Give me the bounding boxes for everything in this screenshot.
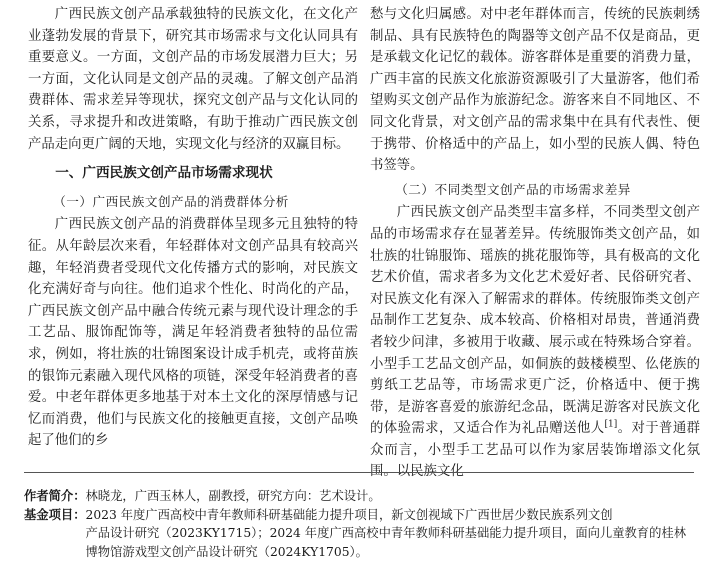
author-text: 林晓龙，广西玉林人，副教授，研究方向：艺术设计。	[85, 489, 381, 503]
subsection-heading-1-text: （一）广西民族文创产品的消费群体分析	[53, 193, 289, 209]
intro-paragraph: 广西民族文创产品承载独特的民族文化，在文化产业蓬勃发展的背景下，研究其市场需求与文化认同具有重要意义。一方面，文创产品的市场发展潜力巨大；另一方面，文化认同是文创产品的灵魂。了解文创产品消费群体、需求差异等现状，探究文创产品与文化认同的关系，寻求提升和改进策略，有助于推动广西民族文创产品走向更广阔的天地，实现文化与经济的双赢目标。	[28, 7, 358, 152]
fund-info	[24, 506, 694, 525]
fund-text-line-1: 2023 年度广西高校中青年教师科研基础能力提升项目，新文创视域下广西世居少数民族系列文创	[85, 507, 613, 522]
citation-marker: [1]	[604, 419, 618, 430]
section-heading-1: 一、广西民族文创产品市场需求现状	[55, 165, 273, 182]
author-label: 作者简介：	[24, 489, 86, 503]
left-column	[28, 4, 358, 452]
consumer-groups-paragraph-continued: 愁与文化归属感。对中老年群体而言，传统的民族刺绣制品、具有民族特色的陶器等文创产品不仅是商品，更是承载文化记忆的载体。游客群体是重要的消费力量，广西丰富的民族文化旅游资源吸引了大量游客，他们希望购买文创产品作为旅游纪念。游客来自不同地区、不同文化背景，对文创产品的需求集中在具有代表性、便于携带、价格适中的产品上，如小型的民族人偶、特色书签等。	[370, 7, 700, 174]
author-info	[24, 487, 694, 506]
demand-text-part-b: 。对于普通群众而言，小型手工艺品可以作为家居装饰增添文化氛围。以民族文化	[370, 421, 701, 480]
demand-text-part-a: 广西民族文创产品类型丰富多样，不同类型文创产品的市场需求存在显著差异。传统服饰类文创产品，如壮族的壮锦服饰、瑶族的挑花服饰等，具有极高的文化艺术价值，需求者多为文化艺术爱好者、民俗研究者、对民族文化有深入了解需求的群体。传统服饰类文创产品制作工艺复杂、成本较高、价格相对昂贵，普通消费者较少问津，多被用于收藏、展示或在特殊场合穿着。小型手工艺品文创产品，如侗族的鼓楼模型、仫佬族的剪纸工艺品等，市场需求更广泛，价格适中、便于携带，是游客喜爱的旅游纪念品，既满足游客对民族文化的体验需求，又适合作为礼品赠送他人	[370, 205, 700, 437]
subsection-heading-2-text: （二）不同类型文创产品的市场需求差异	[395, 181, 631, 197]
fund-label: 基金项目：	[24, 507, 86, 522]
subsection-heading-1	[28, 191, 358, 213]
demand-difference-paragraph	[370, 202, 700, 483]
footnote-block	[24, 472, 694, 561]
right-column	[370, 4, 700, 483]
fund-info-line-3: 博物馆游戏型文创产品设计研究（2024KY1705）。	[85, 544, 368, 559]
fund-info-line-2: 产品设计研究（2023KY1715）；2024 年度广西高校中青年教师科研基础能力提升项目，面向儿童教育的桂林	[85, 526, 686, 540]
subsection-heading-2	[370, 179, 700, 201]
consumer-groups-paragraph: 广西民族文创产品的消费群体呈现多元且独特的特征。从年龄层次来看，年轻群体对文创产品具有较高兴趣，年轻消费者受现代文化传播方式的影响，对民族文化充满好奇与向往。他们追求个性化、时尚化的产品，广西民族文创产品中融合传统元素与现代设计理念的手工艺品、服饰配饰等，满足年轻消费者独特的品位需求，例如，将壮族的壮锦图案设计成手机壳，或将苗族的银饰元素融入现代风格的项链，深受年轻消费者的喜爱。中老年群体更多地基于对本土文化的深厚情感与记忆而消费，他们与民族文化的接触更直接，文创产品唤起了他们的乡	[28, 217, 358, 449]
